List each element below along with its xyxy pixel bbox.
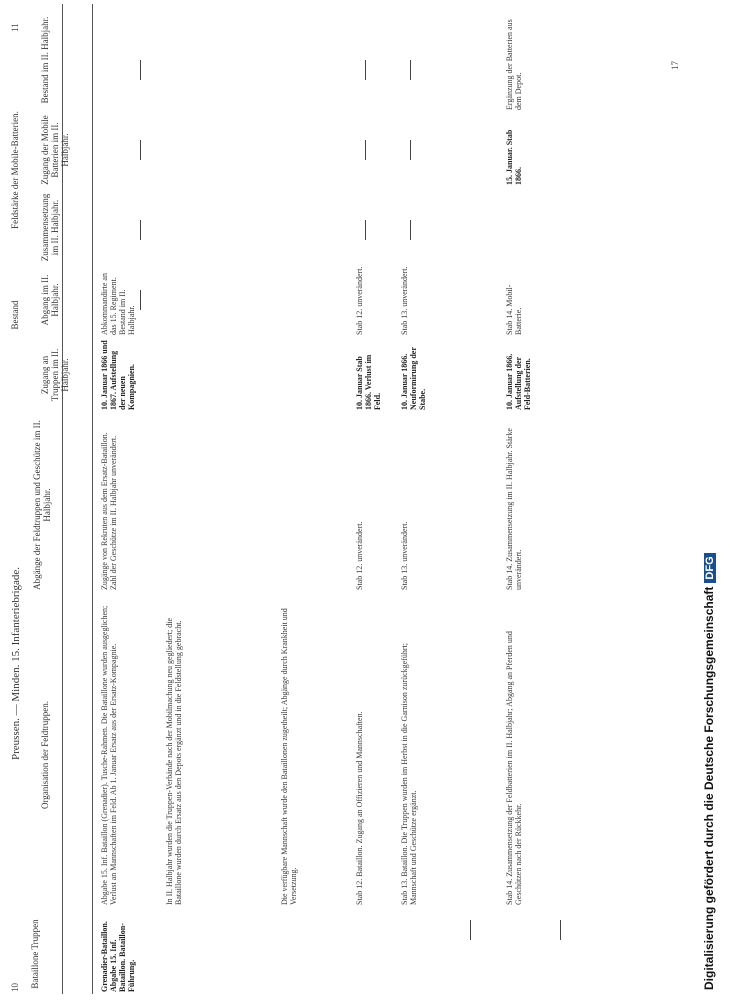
column-header-bestand-final: Bestand im II. Halbjahr. xyxy=(40,16,50,104)
table-cell: In II. Halbjahr wurden die Truppen-Verbände nach der Mobilmachung neu gegliedert; die Bataillone wurden durch Ersatz aus den Depots ergänzt und in die Feldstellung gebracht. xyxy=(165,617,183,905)
empty-dash xyxy=(560,920,561,940)
dfg-notice xyxy=(702,553,716,990)
column-header-abgaenge: Abgänge der Feldtruppen und Geschütze im II. Halbjahr. xyxy=(32,420,52,590)
empty-dash xyxy=(140,220,141,240)
empty-dash xyxy=(140,140,141,160)
table-cell: Stab 13. Bataillon. Die Truppen wurden im Herbst in die Garnison zurückgeführt; Mannschaft und Geschütze ergänzt. xyxy=(400,643,418,905)
empty-dash xyxy=(140,60,141,80)
empty-dash xyxy=(365,60,366,80)
table-cell: 10. Januar 1866. Aufstellung der Feld-Batterien. xyxy=(505,353,532,410)
empty-dash xyxy=(410,60,411,80)
table-cell: Stab 12. unverändert. xyxy=(355,521,364,590)
empty-dash xyxy=(410,140,411,160)
table-cell: 10. Januar 1866. Neuformirung der Stabe. xyxy=(400,347,427,410)
right-page-number: 11 xyxy=(10,23,20,32)
table-cell: Abkommandirte an das 15. Regiment. Bestand im II. Halbjahr. xyxy=(100,273,136,335)
footer-number: 17 xyxy=(670,61,680,70)
column-header-troops: Bataillone Truppen xyxy=(30,919,40,989)
column-header-zugang: Zugang an Truppen im II. Halbjahr. xyxy=(40,348,70,402)
table-cell: 15. Januar. Stab 1866. xyxy=(505,129,523,185)
column-group-bestand: Bestand xyxy=(10,300,20,330)
table-cell: Stab 12. Bataillon. Zugang an Offizieren und Mannschaften. xyxy=(355,711,364,905)
table-cell: Die verfügbare Mannschaft wurde den Bataillonen zugetheilt; Abgänge durch Krankheit und Versetzung. xyxy=(280,608,298,905)
table-cell: Stab 13. unverändert. xyxy=(400,266,409,335)
column-header-mobile-zugang: Zugang der Mobile Batterien im II. Halbjahr. xyxy=(40,115,70,185)
header-rule-bottom xyxy=(92,4,93,994)
table-cell: Stab 13. unverändert. xyxy=(400,521,409,590)
table-cell: Stab 12. unverändert. xyxy=(355,266,364,335)
column-header-abgang: Abgang im II. Halbjahr. xyxy=(40,274,60,326)
dfg-notice-text: Digitalisierung gefördert durch die Deutsche Forschungsgemeinschaft xyxy=(702,586,716,990)
empty-dash xyxy=(365,140,366,160)
table-cell: 10. Januar Stab 1866. Verlust im Feld. xyxy=(355,354,382,410)
dfg-logo: DFG xyxy=(704,553,716,582)
column-group-feldstaerke: Feldstärke der Mobile-Batterien. xyxy=(10,111,20,229)
running-head: Preussen. — Minden. 15. Infanteriebrigade. xyxy=(10,566,22,760)
empty-dash xyxy=(365,220,366,240)
empty-dash xyxy=(470,920,471,940)
table-cell: Grenadier-Bataillon. Abgabe 15. Inf. Bataillon. Bataillon-Führung. xyxy=(100,921,136,992)
empty-dash xyxy=(410,220,411,240)
table-cell: Stab 14. Zusammensetzung im II. Halbjahr. Stärke unverändert. xyxy=(505,428,523,590)
empty-dash xyxy=(140,290,141,310)
dfg-notice-strip xyxy=(700,0,722,1000)
table-cell: Stab 14. Mobil-Batterie. xyxy=(505,284,523,335)
column-header-zusammensetzung: Zusammensetzung im II. Halbjahr. xyxy=(40,193,60,262)
table-cell: Zugänge von Rekruten aus dem Ersatz-Bataillon. Zahl der Geschütze im II. Halbjahr unverändert. xyxy=(100,432,118,590)
table-cell: Ergänzung der Batterien aus dem Depot. xyxy=(505,19,523,110)
column-header-organisation: Organisation der Feldtruppen. xyxy=(40,700,50,810)
table-cell: Stab 14. Zusammensetzung der Feldbatterien im II. Halbjahr; Abgang an Pferden und Geschützen nach der Rückkehr. xyxy=(505,631,523,905)
table-cell: 10. Januar 1866 und 1867. Aufstellung der neuen Kompagnien. xyxy=(100,340,136,410)
left-page-number: 10 xyxy=(10,983,20,992)
table-cell: Abgabe 15. Inf. Bataillon (Grenadier). Tusche-Rahmen. Die Bataillone wurden ausgeglichen; Verlust an Mannschaften im Feld. Ab 1. Januar Ersatz aus der Ersatz-Kompagnie. xyxy=(100,605,118,905)
